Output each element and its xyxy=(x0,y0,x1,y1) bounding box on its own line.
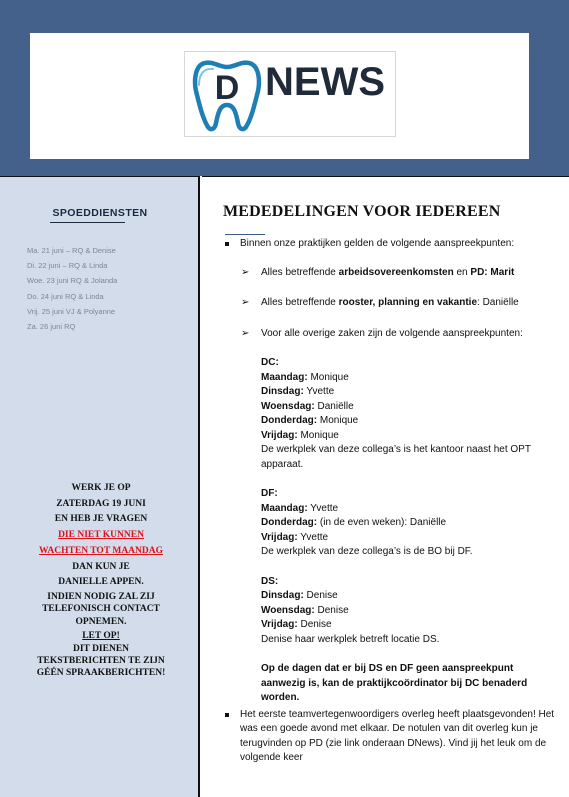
location-heading: DS: xyxy=(261,575,279,587)
person-name: Daniëlle xyxy=(314,400,354,412)
notice-line: WERK JE OP xyxy=(71,483,131,493)
notice-alert-line: WACHTEN TOT MAANDAG xyxy=(38,545,164,556)
day-label: Dinsdag: xyxy=(261,386,304,397)
notice-line: DAN KUN JE xyxy=(72,561,130,572)
sidebar xyxy=(0,176,200,797)
day-label: Maandag: xyxy=(261,371,308,383)
day-label: Vrijdag: xyxy=(261,619,298,630)
list-item: Woe. 23 juni RQ & Jolanda xyxy=(27,276,118,286)
notice-line: DIT DIENEN xyxy=(72,643,130,654)
arrow-item xyxy=(224,296,560,311)
text: Alles betreffende xyxy=(261,297,339,308)
header-band xyxy=(0,0,569,176)
location-df xyxy=(224,487,560,560)
list-item: Vrij. 25 juni VJ & Polyanne xyxy=(27,306,116,316)
notice-line: TELEFONISCH CONTACT xyxy=(42,603,160,614)
text: Voor alle overige zaken zijn de volgende aanspreekpunten: xyxy=(261,327,523,339)
bold-note: Op de dagen dat er bij DS en DF geen aanspreekpunt aanwezig is, kan de praktijkcoördinator bij DC benaderd worden. xyxy=(261,663,528,703)
bullet-icon xyxy=(225,242,229,246)
day-label: Maandag: xyxy=(261,502,308,514)
bullet-text: Binnen onze praktijken gelden de volgende aanspreekpunten: xyxy=(240,238,515,249)
service-list xyxy=(27,243,117,334)
notice-line: OPNEMEN. xyxy=(75,616,127,627)
bold-text: PD: Marit xyxy=(470,266,515,278)
main-content xyxy=(202,176,569,797)
day-label: Donderdag: xyxy=(261,415,318,426)
list-item: Ma. 21 juni – RQ & Denise xyxy=(27,246,116,255)
title-rule xyxy=(225,234,265,235)
person-name: Yvette xyxy=(303,386,335,397)
notice-line: ZATERDAG 19 JUNI xyxy=(56,498,146,509)
bullet-icon xyxy=(225,713,229,717)
location-note: Denise haar werkplek betreft locatie DS. xyxy=(261,633,440,645)
coordinator-note xyxy=(224,662,560,706)
announcements xyxy=(224,237,560,766)
notice-warning-line: LET OP! xyxy=(82,630,120,641)
notice-line: DANIELLE APPEN. xyxy=(58,577,144,588)
list-item: Za. 26 juni RQ xyxy=(27,322,76,332)
list-item: Do. 24 juni RQ & Linda xyxy=(27,291,104,301)
bullet-text: Het eerste teamvertegenwoordigers overleg heeft plaatsgevonden! Het was een goede avond met elkaar. De notulen van dit overleg kun je terugvinden op PD (zie link onderaan DNews). Vind jij het leuk om de volgende keer xyxy=(240,708,555,763)
day-label: Vrijdag: xyxy=(261,429,298,441)
text: en xyxy=(453,266,471,278)
text: Alles betreffende xyxy=(261,266,339,278)
person-name: Monique xyxy=(307,371,349,383)
arrow-icon: ➢ xyxy=(241,297,250,308)
day-label: Woensdag: xyxy=(261,604,315,616)
person-name: Yvette xyxy=(297,531,329,543)
day-label: Vrijdag: xyxy=(261,531,298,543)
list-item: Di. 22 juni – RQ & Linda xyxy=(27,261,108,271)
logo-letter: D xyxy=(214,69,240,107)
notice-line: INDIEN NODIG ZAL ZIJ xyxy=(47,591,155,602)
location-ds xyxy=(224,575,560,648)
day-label: Dinsdag: xyxy=(261,590,304,601)
notice-alert-line: DIE NIET KUNNEN xyxy=(58,530,144,541)
notice-line: EN HEB JE VRAGEN xyxy=(54,514,148,525)
logo-word: NEWS xyxy=(265,60,385,104)
notice-line: GÉÉN SPRAAKBERICHTEN! xyxy=(36,667,166,678)
person-name: Denise xyxy=(303,590,338,601)
location-heading: DC: xyxy=(261,357,279,368)
person-name: Denise xyxy=(297,619,332,630)
person-name: Monique xyxy=(297,429,339,441)
sidebar-title: SPOEDDIENSTEN xyxy=(52,207,148,219)
day-label: Donderdag: xyxy=(261,517,318,528)
dnews-logo xyxy=(184,51,396,137)
arrow-icon: ➢ xyxy=(241,327,250,339)
tooth-icon xyxy=(191,55,263,133)
arrow-item xyxy=(224,266,560,281)
bullet-item xyxy=(224,237,560,252)
bullet-item xyxy=(224,708,560,766)
day-label: Woensdag: xyxy=(261,400,315,412)
bold-text: arbeidsovereenkomsten xyxy=(338,266,454,278)
person-name: Denise xyxy=(314,604,349,616)
page-title: MEDEDELINGEN VOOR IEDEREEN xyxy=(223,203,501,220)
person-name: (in de even weken): Daniëlle xyxy=(317,517,447,528)
person-name: Yvette xyxy=(307,502,339,514)
location-note: De werkplek van deze collega’s is het kantoor naast het OPT apparaat. xyxy=(261,444,531,470)
location-note: De werkplek van deze collega’s is de BO bij DF. xyxy=(261,546,473,557)
weekend-notice xyxy=(10,481,192,679)
bold-text: rooster, planning en vakantie xyxy=(338,297,478,308)
arrow-icon: ➢ xyxy=(241,266,250,278)
sidebar-title-rule xyxy=(50,222,125,223)
logo-frame xyxy=(30,33,529,159)
location-heading: DF: xyxy=(261,488,278,499)
location-dc xyxy=(224,356,560,472)
person-name: Monique xyxy=(317,415,359,426)
notice-line: TEKSTBERICHTEN TE ZIJN xyxy=(37,655,165,666)
text: : Daniëlle xyxy=(477,297,519,308)
arrow-item xyxy=(224,327,560,342)
